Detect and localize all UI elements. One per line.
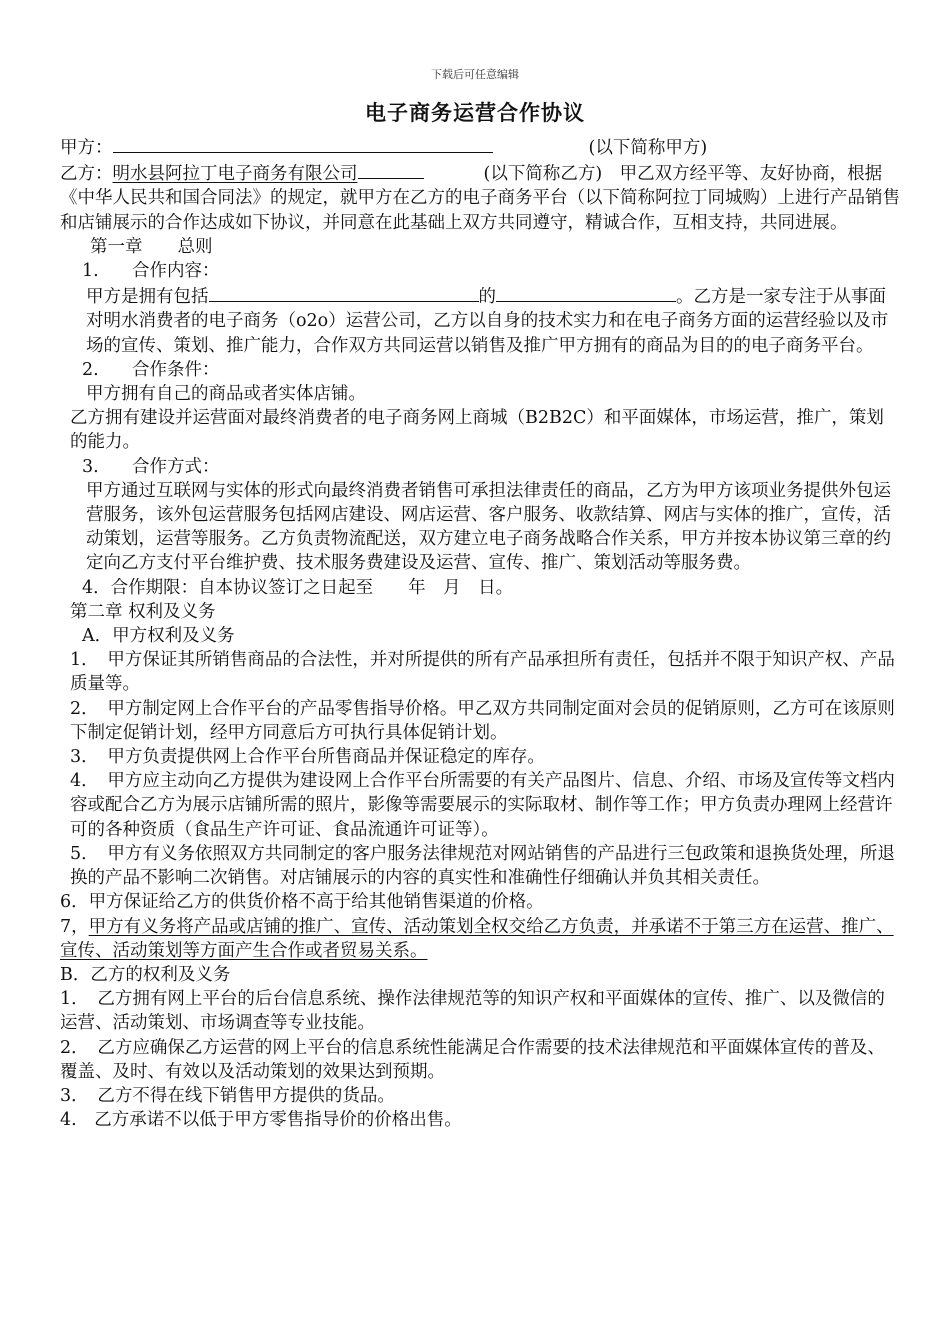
chapter1-s3-heading bbox=[60, 455, 900, 479]
party-b-intro-tail: 甲乙双方经平等、 bbox=[619, 164, 760, 185]
party-b-intro: 友好协商，根据《中华人民共和国合同法》的规定，就甲方在乙方的电子商务平台（以下简称阿拉丁同城购）上进行产品销售和店铺展示的合作达成如下协议，并同意在此基础上双方共同遵守，精诚合作，互相支持，共同进展。 bbox=[60, 164, 900, 233]
a7-number: 7， bbox=[60, 916, 89, 937]
chapter2-title: 第二章 权利及义务 bbox=[70, 601, 216, 622]
party-a-label: 甲方： bbox=[60, 138, 113, 158]
chapter1-s4-text: 4．合作期限：自本协议签订之日起至 年 月 日。 bbox=[82, 577, 514, 598]
document-title: 电子商务运营合作协议 bbox=[365, 100, 585, 125]
s1-blank-2 bbox=[496, 283, 676, 302]
s1-text-c: 。乙方是一家专注于从事面对明水消费者的电子商务（o2o）运营公司，乙方以自身的技术实力和在电子商务方面的运营经验以及市场的宣传、策划、推广能力，合作双方共同运营以销售及推广甲方拥有的商品为目的的电子商务平台。 bbox=[86, 287, 889, 356]
chapter1-s2-heading bbox=[60, 358, 900, 382]
s2-title: 合作条件： bbox=[132, 359, 220, 380]
list-item: 3． 甲方负责提供网上合作平台所售商品并保证稳定的库存。 bbox=[70, 747, 545, 768]
list-item: 3． 乙方不得在线下销售甲方提供的货品。 bbox=[60, 1085, 395, 1106]
list-item: 2． 甲方制定网上合作平台的产品零售指导价格。甲乙双方共同制定面对会员的促销原则，乙方可在该原则下制定促销计划，经甲方同意后方可执行具体促销计划。 bbox=[70, 698, 895, 743]
s1-text-a: 甲方是拥有包括 bbox=[86, 287, 209, 308]
s3-title: 合作方式： bbox=[132, 456, 220, 477]
s1-blank-1 bbox=[209, 283, 479, 302]
party-b-label: 乙方： bbox=[60, 164, 113, 185]
list-item: 1． 乙方拥有网上平台的后台信息系统、操作法律规范等的知识产权和平面媒体的宣传、推广、以及微信的运营、活动策划、市场调查等专业技能。 bbox=[60, 989, 885, 1034]
list-item: 4． 甲方应主动向乙方提供为建设网上合作平台所需要的有关产品图片、信息、介绍、市场及宣传等文档内容或配合乙方为展示店铺所需的照片，影像等需要展示的实际取材、制作等工作；甲方负责办理网上经营许可的各种资质（食品生产许可证、食品流通许可证等）。 bbox=[70, 771, 895, 840]
party-b-suffix: (以下简称乙方) bbox=[483, 164, 603, 185]
list-item: 5． 甲方有义务依照双方共同制定的客户服务法律规范对网站销售的产品进行三包政策和退换货处理，所退换的产品不影响二次销售。对店铺展示的内容的真实性和准确性仔细确认并负其相关责任。 bbox=[70, 843, 895, 889]
chapter2-a7 bbox=[60, 915, 900, 963]
header-note: 下载后可任意编辑 bbox=[431, 68, 519, 81]
list-item: 2． 乙方应确保乙方运营的网上平台的信息系统性能满足合作需要的技术法律规范和平面媒体宣传的普及、覆盖、及时、有效以及活动策划的效果达到预期。 bbox=[60, 1037, 885, 1082]
party-a-blank bbox=[113, 134, 493, 153]
s2-number: 2. bbox=[82, 359, 99, 380]
chapter1-s2-b: 乙方拥有建设并运营面对最终消费者的电子商务网上商城（B2B2C）和平面媒体，市场运营，推广，策划的能力。 bbox=[70, 408, 884, 453]
chapter1-title: 第一章 总则 bbox=[90, 236, 213, 257]
chapter1-s2-a: 甲方拥有自己的商品或者实体店铺。 bbox=[86, 384, 366, 405]
chapter2-b-title: B．乙方的权利及义务 bbox=[60, 964, 231, 985]
party-b-line bbox=[60, 160, 900, 235]
a7-text: 甲方有义务将产品或店铺的推广、宣传、活动策划全权交给乙方负责，并承诺不于第三方在运营、推广、宣传、活动策划等方面产生合作或者贸易关系。 bbox=[60, 916, 894, 961]
party-a-line bbox=[60, 134, 900, 160]
list-item: 4. 乙方承诺不以低于甲方零售指导价的价格出售。 bbox=[60, 1110, 462, 1131]
party-b-name: 明水县阿拉丁电子商务有限公司 bbox=[112, 164, 358, 185]
s1-text-b: 的 bbox=[478, 287, 496, 308]
list-item: 1． 甲方保证其所销售商品的合法性，并对所提供的所有产品承担所有责任，包括并不限于知识产权、产品质量等。 bbox=[70, 650, 895, 695]
s1-title: 合作内容： bbox=[132, 261, 220, 282]
document-body bbox=[60, 134, 900, 1132]
s3-number: 3. bbox=[82, 456, 99, 477]
chapter1-s1-heading bbox=[60, 259, 900, 283]
chapter1-s3-text: 甲方通过互联网与实体的形式向最终消费者销售可承担法律责任的商品，乙方为甲方该项业务提供外包运营服务，该外包运营服务包括网店建设、网店运营、客户服务、收款结算、网店与实体的推广，宣传，活动策划，运营等服务。乙方负责物流配送，双方建立电子商务战略合作关系，甲方并按本协议第三章的约定向乙方支付平台维护费、技术服务费建设及运营、宣传、推广、策划活动等服务费。 bbox=[86, 480, 891, 574]
s1-number: 1. bbox=[82, 261, 99, 282]
party-a-suffix: (以下简称甲方) bbox=[588, 138, 708, 158]
chapter2-a6: 6．甲方保证给乙方的供货价格不高于给其他销售渠道的价格。 bbox=[60, 892, 544, 913]
chapter1-s1-text bbox=[60, 283, 900, 358]
party-b-blank bbox=[358, 160, 424, 179]
chapter2-a-title: A．甲方权利及义务 bbox=[82, 626, 235, 647]
